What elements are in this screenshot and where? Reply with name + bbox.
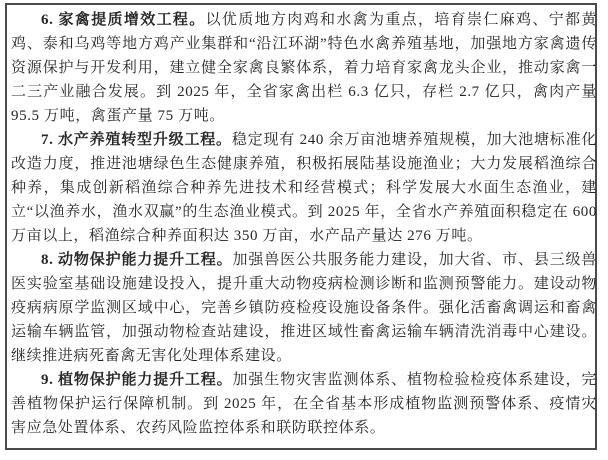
paragraph-9-body: 加强生物灾害监测体系、植物检验检疫体系建设，完善植物保护运行保障机制。到 2025 年，在全省基本形成植物监测预警体系、疫情灾害应急处置体系、农药风险监控体系和联防联控体系。	[11, 372, 597, 436]
paragraph-6-heading: 6. 家禽提质增效工程。	[41, 12, 206, 28]
paragraph-8-body: 加强兽医公共服务能力建设，加大省、市、县三级兽医实验室基础设施建设投入，提升重大动物疫病检测诊断和监测预警能力。建设动物疫病病原学监测区域中心，完善乡镇防疫检疫设施设备条件。强化活畜禽调运和畜禽运输车辆监管，加强动物检查站建设，推进区域性畜禽运输车辆清洗消毒中心建设。继续推进病死畜禽无害化处理体系建设。	[11, 252, 597, 364]
paragraph-6-body: 以优质地方肉鸡和水禽为重点，培育崇仁麻鸡、宁都黄鸡、泰和乌鸡等地方鸡产业集群和“沿江环湖”特色水禽养殖基地，加强地方家禽遗传资源保护与开发利用，建立健全家禽良繁体系，着力培育家禽龙头企业，推动家禽一二三产业融合发展。到 2025 年，全省家禽出栏 6.3 亿只，存栏 2.7 亿只，禽肉产量 95.5 万吨，禽蛋产量 75 万吨。	[11, 12, 597, 124]
paragraph-6-poultry-project	[11, 8, 597, 128]
paragraph-7-heading: 7. 水产养殖转型升级工程。	[41, 132, 232, 148]
paragraph-7-body: 稳定现有 240 余万亩池塘养殖规模，加大池塘标准化改造力度，推进池塘绿色生态健康养殖，积极拓展陆基设施渔业；大力发展稻渔综合种养，集成创新稻渔综合种养先进技术和经营模式；科学发展大水面生态渔业，建立“以渔养水，渔水双赢”的生态渔业模式。到 2025 年，全省水产养殖面积稳定在 600 万亩以上，稻渔综合种养面积达 350 万亩，水产品产量达 276 万吨。	[11, 132, 597, 244]
paragraph-8-animal-protection-project	[11, 248, 597, 368]
paragraph-9-heading: 9. 植物保护能力提升工程。	[41, 372, 233, 388]
paragraph-9-plant-protection-project	[11, 368, 597, 440]
paragraph-7-aquaculture-project	[11, 128, 597, 248]
paragraph-8-heading: 8. 动物保护能力提升工程。	[41, 252, 233, 268]
document-text-block	[11, 8, 597, 440]
